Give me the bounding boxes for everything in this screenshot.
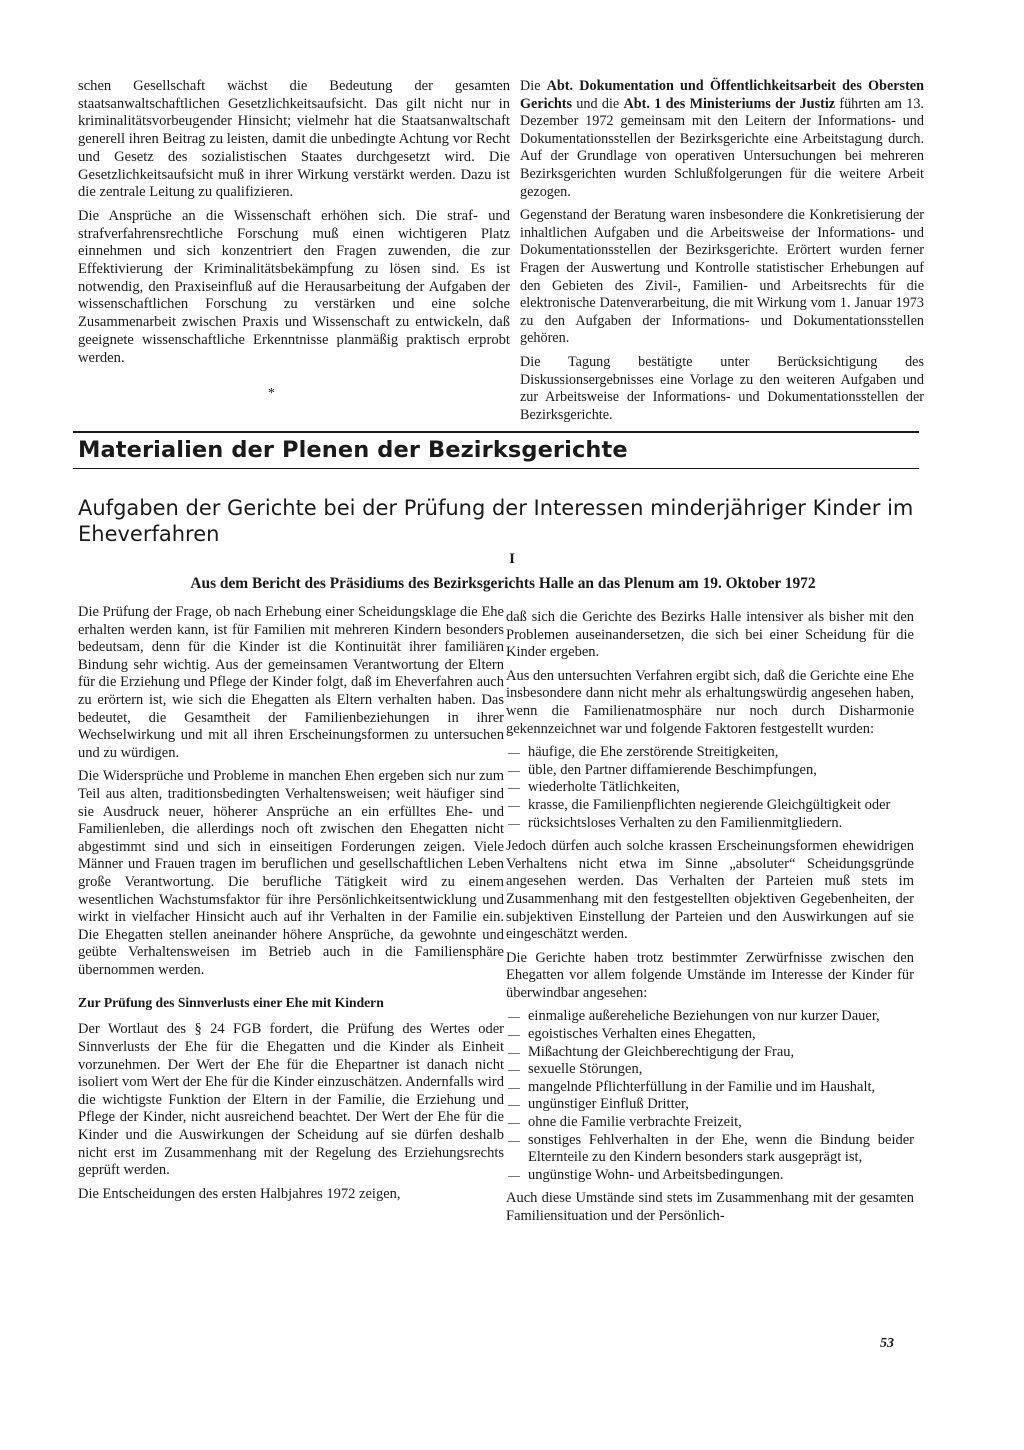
section-rule-top <box>73 431 919 433</box>
subheading: Zur Prüfung des Sinnverlusts einer Ehe mit Kindern <box>78 995 384 1011</box>
paragraph: Auch diese Umstände sind stets im Zusammenhang mit der gesamten Familiensituation und der Persönlich- <box>506 1190 914 1224</box>
circumstance-list <box>506 1008 914 1184</box>
article-left-column <box>78 604 504 1209</box>
list-item: — ungünstiger Einfluß Dritter, <box>506 1096 914 1114</box>
article-right-column <box>506 609 914 1232</box>
top-left-column <box>78 78 510 373</box>
paragraph: Die Entscheidungen des ersten Halbjahres 1972 zeigen, <box>78 1185 401 1202</box>
paragraph: schen Gesellschaft wächst die Bedeutung der gesamten staatsanwaltschaftlichen Gesetzlichkeitsaufsicht. Das gilt nicht nur in kriminalitätsvorbeugender Hinsicht; vielmehr hat die Staatsanwaltschaft generell ihren Beitrag zu leisten, damit die unbedingte Achtung vor Recht und Gesetz des sozialistischen Staates durchgesetzt wird. Die Gesetzlichkeitsaufsicht muß in ihrer Wirkung verstärkt werden. Dazu ist die zentrale Leitung zu qualifizieren. <box>78 78 510 201</box>
list-item: — wiederholte Tätlichkeiten, <box>506 779 914 797</box>
list-item: — üble, den Partner diffamierende Beschimpfungen, <box>506 762 914 780</box>
paragraph: daß sich die Gerichte des Bezirks Halle intensiver als bisher mit den Problemen auseinandersetzen, die sich bei einer Scheidung für die Kinder ergeben. <box>506 609 914 661</box>
list-item: — rücksichtsloses Verhalten zu den Familienmitgliedern. <box>506 815 914 833</box>
paragraph: Die Tagung bestätigte unter Berücksichtigung des Diskussionsergebnisses eine Vorlage zu den weiteren Aufgaben und zur Arbeitsweise der Informations- und Dokumentationsstellen der Bezirksgerichte. <box>520 353 924 423</box>
list-item: — krasse, die Familienpflichten negierende Gleichgültigkeit oder <box>506 797 914 815</box>
list-item: — sonstiges Fehlverhalten in der Ehe, wenn die Bindung beider Elternteile zu den Kindern besonders stark ausgeprägt ist, <box>506 1132 914 1167</box>
paragraph: Jedoch dürfen auch solche krassen Erscheinungsformen ehewidrigen Verhaltens nicht etwa im Sinne „absoluter“ Scheidungsgründe angesehen werden. Das Verhalten der Parteien muß stets im Zusammenhang mit den festgestellten objektiven Gegebenheiten, der subjektiven Einstellung der Parteien und den Auswirkungen auf sie eingeschätzt werden. <box>506 838 914 943</box>
paragraph: Die Gerichte haben trotz bestimmter Zerwürfnisse zwischen den Ehegatten vor allem folgende Umstände im Interesse der Kinder für überwindbar angesehen: <box>506 949 914 1001</box>
list-item: — Mißachtung der Gleichberechtigung der Frau, <box>506 1044 914 1062</box>
separator-asterisk: * <box>268 386 275 401</box>
list-item: — einmalige außereheliche Beziehungen von nur kurzer Dauer, <box>506 1008 914 1026</box>
article-subtitle: Aus dem Bericht des Präsidiums des Bezirksgerichts Halle an das Plenum am 19. Oktober 1972 <box>190 575 816 592</box>
page-number: 53 <box>880 1336 894 1351</box>
list-item: — häufige, die Ehe zerstörende Streitigkeiten, <box>506 744 914 762</box>
paragraph-dokumentation <box>520 78 924 201</box>
bold-run: Abt. 1 des Ministeriums der Justiz <box>623 95 836 112</box>
paragraph: Die Widersprüche und Probleme in manchen Ehen ergeben sich nur zum Teil aus alten, traditionsbedingten Verhaltensweisen; weit häufiger sind sie Ausdruck neuer, höherer Ansprüche an ein erfülltes Ehe- und Familienleben, die allerdings noch oft zwischen den Ehegatten nicht abgestimmt sind und sich in einseitigen Forderungen zeigen. Viele Männer und Frauen tragen im beruflichen und gesellschaftlichen Leben große Verantwortung. Die berufliche Tätigkeit wird zu einem wesentlichen Wachstumsfaktor für ihre Persönlichkeitsentwicklung und wirkt in vielfacher Hinsicht auch auf ihr Verhalten in der Familie ein. Die Ehegatten stellen aneinander höhere Ansprüche, da gewohnte und geübte Verhaltensweisen im Betrieb auch in die Familiensphäre übernommen werden. <box>78 768 504 978</box>
list-item: — egoistisches Verhalten eines Ehegatten, <box>506 1026 914 1044</box>
paragraph: Die Prüfung der Frage, ob nach Erhebung einer Scheidungsklage die Ehe erhalten werden kann, ist für Familien mit mehreren Kindern besonders bedeutsam, denn für die Kinder ist die Kontinuität ihrer familiären Bindung sehr wichtig. Aus der gemeinsamen Verantwortung der Eltern für die Erziehung und Pflege der Kinder folgt, daß im Eheverfahren auch zu erörtern ist, wie sich die Ehegatten als Eltern verhalten haben. Das bedeutet, die Gesamtheit der Familienbeziehungen in ihrer Wechselwirkung und mit all ihren Erscheinungsformen zu untersuchen und zu würdigen. <box>78 604 504 761</box>
section-title: Materialien der Plenen der Bezirksgerichte <box>78 437 628 463</box>
top-right-column <box>520 78 924 430</box>
part-number: I <box>509 551 515 567</box>
factor-list <box>506 744 914 832</box>
paragraph: Gegenstand der Beratung waren insbesondere die Konkretisierung der inhaltlichen Aufgaben und die Arbeitsweise der Informations- und Dokumentationsstellen der Bezirksgerichte. Erörtert wurden ferner Fragen der Auswertung und Kontrolle statistischer Erhebungen auf den Gebieten des Zivil-, Familien- und Arbeitsrechts für die elektronische Datenverarbeitung, die mit Wirkung vom 1. Januar 1973 zu den Aufgaben der Informations- und Dokumentationsstellen gehören. <box>520 207 924 347</box>
bold-run: Abt. Dokumentation und Öffentlichkeitsarbeit des Obersten Gerichts <box>520 78 924 112</box>
paragraph: Aus den untersuchten Verfahren ergibt sich, daß die Gerichte eine Ehe insbesondere dann nicht mehr als erhaltungswürdig angesehen haben, wenn die Familienatmosphäre nur noch durch Disharmonie gekennzeichnet war und folgende Faktoren festgestellt wurden: <box>506 667 914 737</box>
list-item: — ungünstige Wohn- und Arbeitsbedingungen. <box>506 1167 914 1185</box>
section-rule-bottom <box>73 468 919 469</box>
list-item: — ohne die Familie verbrachte Freizeit, <box>506 1114 914 1132</box>
text-run: und die <box>572 95 624 112</box>
list-item: — mangelnde Pflichterfüllung in der Familie und im Haushalt, <box>506 1079 914 1097</box>
paragraph: Der Wortlaut des § 24 FGB fordert, die Prüfung des Wertes oder Sinnverlusts der Ehe für die Ehegatten und die Kinder als Einheit vorzunehmen. Der Wert der Ehe für die Ehepartner ist danach nicht isoliert vom Wert der Ehe für die Kinder einzuschätzen. Andernfalls wird die wichtigste Funktion der Eltern in der Familie, die Erziehung und Pflege der Kinder, nicht ausreichend beachtet. Der Wert der Ehe für die Kinder und die Auswirkungen der Scheidung auf sie dürfen deshalb nicht erst im Zusammenhang mit der Regelung des Erziehungsrechts geprüft werden. <box>78 1021 504 1179</box>
list-item: — sexuelle Störungen, <box>506 1061 914 1079</box>
article-title: Aufgaben der Gerichte bei der Prüfung der Interessen minderjähriger Kinder im Eheverfahren <box>78 496 914 546</box>
text-run: führten am 13. Dezember 1972 gemeinsam mit den Leitern der Informations- und Dokumentationsstellen der Bezirksgerichte eine Arbeitstagung durch. Auf der Grundlage von operativen Untersuchungen bei mehreren Bezirksgerichten wurden Schlußfolgerungen für die weitere Arbeit gezogen. <box>520 95 924 200</box>
text-run: Die <box>520 78 547 94</box>
paragraph: Die Ansprüche an die Wissenschaft erhöhen sich. Die straf- und strafverfahrensrechtliche Forschung muß einen wichtigeren Platz einnehmen und sich konzentriert den Fragen zuwenden, die zur Effektivierung der Kriminalitätsbekämpfung zu lösen sind. Es ist notwendig, den Praxiseinfluß auf die Herausarbeitung der Aufgaben der wissenschaftlichen Forschung zu verstärken und eine solche Zusammenarbeit zwischen Praxis und Wissenschaft zu entwickeln, daß geeignete wissenschaftliche Erkenntnisse planmäßig praktisch erprobt werden. <box>78 207 510 366</box>
